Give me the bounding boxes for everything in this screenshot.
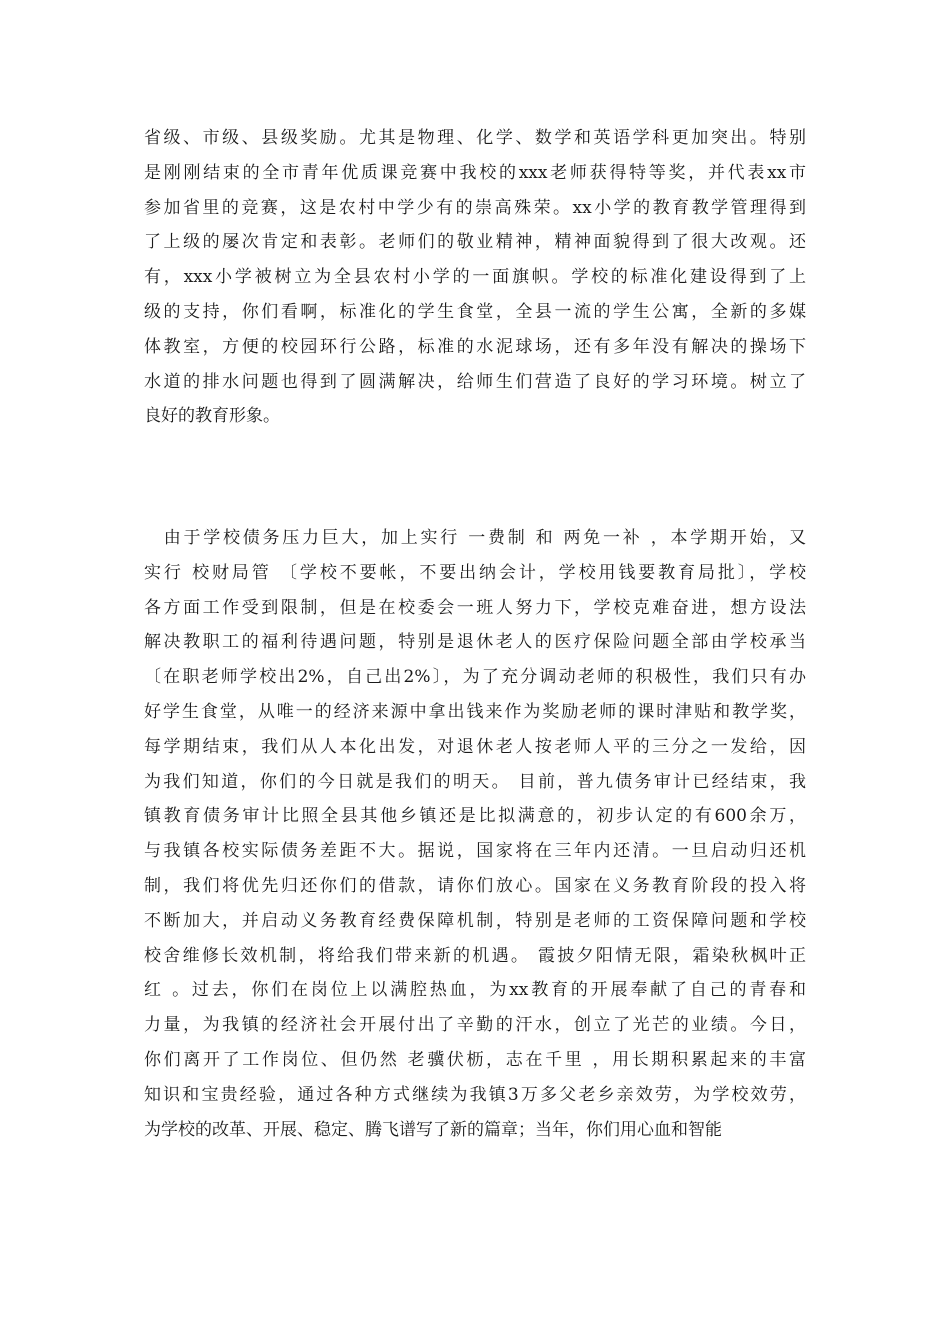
text-line: 你们离开了工作岗位、但仍然 老骥伏枥，志在千里 ，用长期积累起来的丰富 [144, 1049, 806, 1070]
text-line: 为我们知道，你们的今日就是我们的明天。 目前，普九债务审计已经结束，我 [144, 771, 806, 792]
text-line: 省级、市级、县级奖励。尤其是物理、化学、数学和英语学科更加突出。特别 [144, 128, 806, 148]
text-line: 不断加大，并启动义务教育经费保障机制，特别是老师的工资保障问题和学校 [144, 910, 806, 931]
text-line: 了上级的屡次肯定和表彰。老师们的敬业精神，精神面貌得到了很大改观。还 [144, 232, 806, 253]
paragraph-school-finances [144, 521, 806, 1147]
text-line: 参加省里的竞赛，这是农村中学少有的崇高殊荣。xx小学的教育教学管理得到 [144, 197, 806, 218]
text-line: 解决教职工的福利待遇问题，特别是退休老人的医疗保险问题全部由学校承当 [144, 632, 806, 653]
text-line: 为学校的改革、开展、稳定、腾飞谱写了新的篇章；当年，你们用心血和智能 [144, 1119, 722, 1140]
text-line: 镇教育债务审计比照全县其他乡镇还是比拟满意的，初步认定的有600余万， [144, 806, 806, 827]
text-line: 级的支持，你们看啊，标准化的学生食堂，全县一流的学生公寓，全新的多媒 [144, 301, 806, 322]
text-line: 校舍维修长效机制，将给我们带来新的机遇。 霞披夕阳情无限，霜染秋枫叶正 [144, 945, 806, 966]
text-line: 制，我们将优先归还你们的借款，请你们放心。国家在义务教育阶段的投入将 [144, 875, 806, 896]
paragraph-school-achievements [144, 121, 806, 434]
text-line: 与我镇各校实际债务差距不大。据说，国家将在三年内还清。一旦启动归还机 [144, 841, 806, 862]
text-line: 是刚刚结束的全市青年优质课竞赛中我校的xxx老师获得特等奖，并代表xx市 [144, 162, 806, 183]
text-line: 各方面工作受到限制，但是在校委会一班人努力下，学校克难奋进，想方设法 [144, 597, 806, 618]
text-line: 红 。过去，你们在岗位上以满腔热血，为xx教育的开展奉献了自己的青春和 [144, 980, 806, 1001]
text-line: 〔在职老师学校出2%，自己出2%〕，为了充分调动老师的积极性，我们只有办 [144, 667, 806, 688]
text-line: 知识和宝贵经验，通过各种方式继续为我镇3万多父老乡亲效劳，为学校效劳， [144, 1084, 806, 1105]
text-line: 实行 校财局管 〔学校不要帐，不要出纳会计，学校用钱要教育局批〕，学校 [144, 562, 806, 583]
text-line: 由于学校债务压力巨大，加上实行 一费制 和 两免一补 ，本学期开始，又 [144, 528, 806, 548]
text-line: 每学期结束，我们从人本化出发，对退休老人按老师人平的三分之一发给，因 [144, 736, 806, 757]
text-line: 力量，为我镇的经济社会开展付出了辛勤的汗水，创立了光芒的业绩。今日， [144, 1015, 806, 1036]
text-line: 水道的排水问题也得到了圆满解决，给师生们营造了良好的学习环境。树立了 [144, 371, 806, 392]
text-line: 体教室，方便的校园环行公路，标准的水泥球场，还有多年没有解决的操场下 [144, 336, 806, 357]
text-line: 好学生食堂，从唯一的经济来源中拿出钱来作为奖励老师的课时津贴和教学奖， [144, 701, 806, 722]
text-line: 良好的教育形象。 [144, 406, 280, 427]
text-line: 有，xxx小学被树立为全县农村小学的一面旗帜。学校的标准化建设得到了上 [144, 267, 806, 288]
